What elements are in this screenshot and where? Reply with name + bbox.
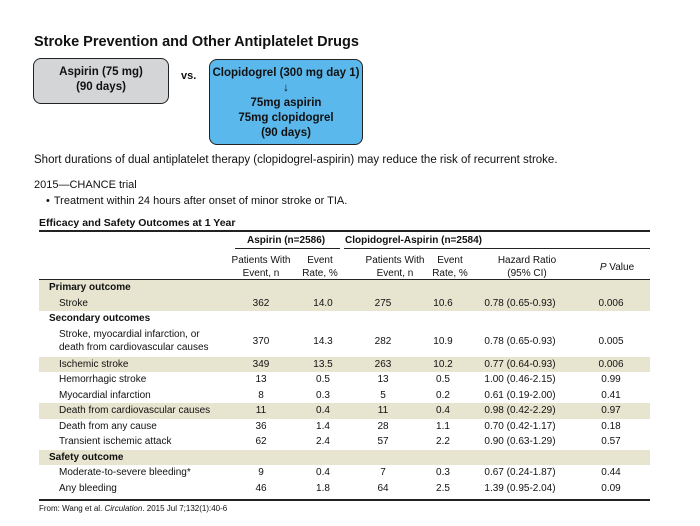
table-bottom-rule — [39, 499, 650, 501]
aspirin-events: 9 — [258, 467, 264, 479]
table-row — [39, 372, 650, 388]
col-header-text: Event, n — [376, 268, 414, 279]
hazard-ratio: 1.00 (0.46-2.15) — [484, 374, 556, 386]
col-header-text: Hazard Ratio — [497, 255, 557, 266]
col-header-combo-rate — [426, 254, 474, 280]
section-label: Primary outcome — [39, 280, 650, 296]
outcome-label: Any bleeding — [59, 482, 117, 494]
outcome-label: Death from cardiovascular causes — [39, 403, 224, 419]
table-row — [39, 419, 650, 435]
p-value: 0.005 — [598, 336, 624, 347]
table-row — [39, 434, 650, 450]
aspirin-events: 370 — [252, 336, 270, 347]
aspirin-events: 62 — [255, 436, 267, 448]
source-suffix: . 2015 Jul 7;132(1):40-6 — [142, 504, 228, 513]
clopidogrel-duration: (90 days) — [261, 127, 311, 139]
col-header-text: Event — [307, 255, 333, 266]
summary-text: Short durations of dual antiplatelet therapy (clopidogrel-aspirin) may reduce the risk of recurrent stroke. — [34, 154, 558, 166]
col-header-text: P — [599, 262, 607, 273]
clopidogrel-loading-dose: Clopidogrel (300 mg day 1) — [212, 67, 360, 79]
aspirin-events: 362 — [224, 296, 298, 312]
col-header-text: Patients With — [365, 255, 425, 266]
aspirin-events: 11 — [224, 403, 298, 419]
aspirin-rate: 0.4 — [298, 403, 348, 419]
p-value: 0.57 — [601, 436, 621, 448]
combo-rate: 0.4 — [418, 403, 468, 419]
hazard-ratio: 0.98 (0.42-2.29) — [468, 403, 572, 419]
hazard-ratio: 0.70 (0.42-1.17) — [484, 420, 556, 432]
maintenance-aspirin: 75mg aspirin — [250, 97, 322, 109]
combo-events: 275 — [348, 296, 418, 312]
combo-events: 13 — [377, 374, 389, 386]
outcome-label-line: death from cardiovascular causes — [59, 341, 209, 353]
aspirin-rate: 1.8 — [316, 482, 330, 494]
col-header-aspirin-rate — [296, 254, 344, 280]
hazard-ratio: 0.78 (0.65-0.93) — [484, 336, 556, 347]
p-value: 0.18 — [601, 420, 621, 432]
source-journal: Circulation — [104, 504, 143, 513]
combo-rate: 1.1 — [436, 420, 450, 432]
outcome-label: Ischemic stroke — [39, 357, 224, 373]
aspirin-events: 349 — [224, 357, 298, 373]
hazard-ratio: 0.67 (0.24-1.87) — [484, 467, 556, 479]
table-row — [39, 403, 650, 419]
table-row — [39, 388, 650, 404]
col-header-hazard-ratio — [480, 254, 574, 280]
hazard-ratio: 0.61 (0.19-2.00) — [484, 389, 556, 401]
source-prefix: From: Wang et al. — [39, 504, 105, 513]
table-title: Efficacy and Safety Outcomes at 1 Year — [39, 217, 236, 229]
trial-label: 2015—CHANCE trial — [34, 179, 137, 191]
aspirin-rate: 2.4 — [316, 436, 330, 448]
bullet-icon: • — [46, 195, 50, 207]
table-section-row — [39, 311, 650, 327]
outcome-label: Myocardial infarction — [59, 389, 151, 401]
col-header-text: Rate, % — [302, 268, 338, 279]
p-value: 0.99 — [601, 374, 621, 386]
outcome-label: Moderate-to-severe bleeding* — [59, 467, 191, 479]
combo-events: 64 — [377, 482, 389, 494]
table-row — [39, 327, 650, 357]
aspirin-events: 46 — [255, 482, 267, 494]
combo-events: 57 — [377, 436, 389, 448]
aspirin-events: 8 — [258, 389, 264, 401]
hazard-ratio: 0.90 (0.63-1.29) — [484, 436, 556, 448]
combo-events: 263 — [348, 357, 418, 373]
table-section-row — [39, 280, 650, 296]
vs-label: vs. — [181, 70, 197, 82]
outcomes-table-body — [39, 280, 650, 496]
section-label: Secondary outcomes — [49, 313, 151, 325]
aspirin-events: 13 — [255, 374, 267, 386]
aspirin-rate: 1.4 — [316, 420, 330, 432]
p-value: 0.41 — [601, 389, 621, 401]
outcome-label: Stroke — [39, 296, 224, 312]
outcomes-table — [39, 280, 650, 496]
col-header-text: Value — [606, 262, 635, 273]
col-header-text: Event — [437, 255, 463, 266]
page-title: Stroke Prevention and Other Antiplatelet Drugs — [34, 34, 359, 50]
aspirin-duration: (90 days) — [76, 81, 126, 93]
combo-rate: 10.9 — [433, 336, 453, 347]
group-underline-combo — [344, 248, 650, 249]
table-section-row — [39, 450, 650, 466]
trial-bullet-text: Treatment within 24 hours after onset of minor stroke or TIA. — [53, 195, 348, 207]
aspirin-regimen-box — [33, 58, 169, 104]
hazard-ratio: 0.78 (0.65-0.93) — [468, 296, 572, 312]
combo-rate: 10.6 — [418, 296, 468, 312]
aspirin-rate: 0.5 — [316, 374, 330, 386]
table-row — [39, 465, 650, 481]
p-value: 0.97 — [572, 403, 650, 419]
outcome-label-line: Stroke, myocardial infarction, or — [59, 329, 200, 340]
combo-rate: 2.5 — [436, 482, 450, 494]
outcome-label — [39, 327, 224, 357]
group-header-combo: Clopidogrel-Aspirin (n=2584) — [345, 235, 482, 246]
combo-rate: 2.2 — [436, 436, 450, 448]
table-top-rule — [39, 230, 650, 232]
aspirin-rate: 13.5 — [298, 357, 348, 373]
p-value: 0.006 — [572, 296, 650, 312]
p-value: 0.006 — [572, 357, 650, 373]
col-header-text: (95% CI) — [507, 268, 547, 279]
aspirin-dose: Aspirin (75 mg) — [59, 66, 143, 78]
col-header-text: Rate, % — [432, 268, 468, 279]
source-citation — [39, 504, 227, 513]
combo-events: 7 — [380, 467, 386, 479]
section-label: Safety outcome — [39, 450, 650, 466]
outcome-label: Death from any cause — [59, 420, 157, 432]
col-header-text: Patients With — [231, 255, 291, 266]
combo-events: 5 — [380, 389, 386, 401]
hazard-ratio: 0.77 (0.64-0.93) — [468, 357, 572, 373]
combo-rate: 0.3 — [436, 467, 450, 479]
outcome-label: Hemorrhagic stroke — [59, 374, 147, 386]
clopidogrel-regimen-box — [209, 59, 363, 145]
down-arrow-icon: ↓ — [283, 82, 289, 94]
group-header-aspirin: Aspirin (n=2586) — [247, 235, 326, 246]
col-header-aspirin-patients — [224, 254, 298, 280]
group-underline-aspirin — [235, 248, 340, 249]
table-row — [39, 481, 650, 497]
trial-bullet — [46, 195, 347, 207]
aspirin-rate: 14.3 — [313, 336, 333, 347]
combo-rate: 0.5 — [436, 374, 450, 386]
combo-events: 28 — [377, 420, 389, 432]
col-header-text: Event, n — [242, 268, 280, 279]
maintenance-clopidogrel: 75mg clopidogrel — [238, 112, 334, 124]
aspirin-rate: 14.0 — [298, 296, 348, 312]
col-header-p-value — [590, 261, 644, 274]
p-value: 0.44 — [601, 467, 621, 479]
combo-events: 11 — [348, 403, 418, 419]
outcome-label: Transient ischemic attack — [59, 436, 172, 448]
col-header-combo-patients — [358, 254, 432, 280]
hazard-ratio: 1.39 (0.95-2.04) — [484, 482, 556, 494]
combo-rate: 0.2 — [436, 389, 450, 401]
aspirin-rate: 0.3 — [316, 389, 330, 401]
aspirin-rate: 0.4 — [316, 467, 330, 479]
combo-rate: 10.2 — [418, 357, 468, 373]
aspirin-events: 36 — [255, 420, 267, 432]
p-value: 0.09 — [601, 482, 621, 494]
combo-events: 282 — [374, 336, 392, 347]
table-row — [39, 296, 650, 312]
table-row — [39, 357, 650, 373]
